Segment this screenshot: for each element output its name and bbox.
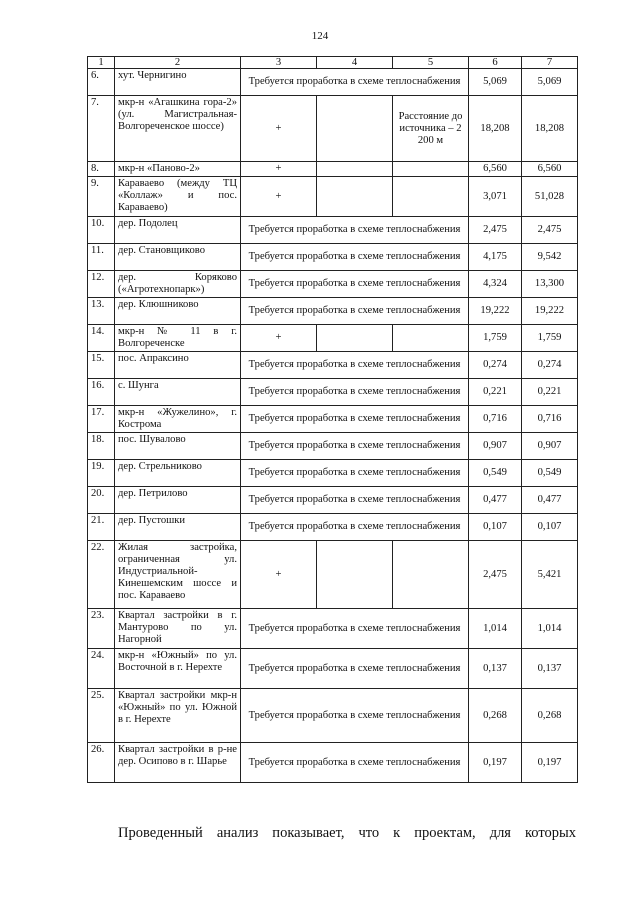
value-col7-cell: 1,759 [522, 325, 578, 352]
merged-note-cell: Требуется проработка в схеме теплоснабжения [241, 271, 469, 298]
value-col6-cell: 0,197 [469, 743, 522, 783]
value-col6-cell: 0,716 [469, 406, 522, 433]
value-col7-cell: 0,268 [522, 689, 578, 743]
table-row [88, 325, 578, 352]
row-number-cell: 10. [88, 217, 115, 244]
value-col6-cell: 2,475 [469, 541, 522, 609]
merged-note-cell: Требуется проработка в схеме теплоснабжения [241, 689, 469, 743]
merged-note-cell: Требуется проработка в схеме теплоснабжения [241, 298, 469, 325]
object-name-cell: Караваево (между ТЦ «Коллаж» и пос. Караваево) [115, 177, 241, 217]
header-cell: 6 [469, 57, 522, 69]
column-3-cell: + [241, 325, 317, 352]
row-number-cell: 16. [88, 379, 115, 406]
value-col7-cell: 0,477 [522, 487, 578, 514]
column-3-cell: + [241, 96, 317, 162]
value-col7-cell: 5,421 [522, 541, 578, 609]
object-name-cell: дер. Петрилово [115, 487, 241, 514]
table-row [88, 541, 578, 609]
value-col7-cell: 1,014 [522, 609, 578, 649]
value-col6-cell: 6,560 [469, 162, 522, 177]
row-number-cell: 17. [88, 406, 115, 433]
header-cell: 3 [241, 57, 317, 69]
merged-note-cell: Требуется проработка в схеме теплоснабжения [241, 379, 469, 406]
body-paragraph: Проведенный анализ показывает, что к проектам, для которых [118, 825, 576, 841]
row-number-cell: 20. [88, 487, 115, 514]
column-4-cell [317, 162, 393, 177]
row-number-cell: 22. [88, 541, 115, 609]
value-col6-cell: 0,221 [469, 379, 522, 406]
value-col7-cell: 0,549 [522, 460, 578, 487]
heat-supply-table [87, 56, 578, 783]
row-number-cell: 14. [88, 325, 115, 352]
column-5-cell: Расстояние до источника – 2 200 м [393, 96, 469, 162]
merged-note-cell: Требуется проработка в схеме теплоснабжения [241, 743, 469, 783]
merged-note-cell: Требуется проработка в схеме теплоснабжения [241, 217, 469, 244]
table-row [88, 217, 578, 244]
merged-note-cell: Требуется проработка в схеме теплоснабжения [241, 352, 469, 379]
value-col6-cell: 0,137 [469, 649, 522, 689]
object-name-cell: дер. Становщиково [115, 244, 241, 271]
value-col7-cell: 2,475 [522, 217, 578, 244]
merged-note-cell: Требуется проработка в схеме теплоснабжения [241, 609, 469, 649]
row-number-cell: 25. [88, 689, 115, 743]
value-col6-cell: 0,907 [469, 433, 522, 460]
column-5-cell [393, 325, 469, 352]
object-name-cell: мкр-н № 11 в г. Волгореченске [115, 325, 241, 352]
object-name-cell: дер. Стрельниково [115, 460, 241, 487]
value-col7-cell: 9,542 [522, 244, 578, 271]
column-4-cell [317, 541, 393, 609]
row-number-cell: 6. [88, 69, 115, 96]
table-row [88, 352, 578, 379]
header-cell: 5 [393, 57, 469, 69]
table-row [88, 96, 578, 162]
header-cell: 7 [522, 57, 578, 69]
table-row [88, 271, 578, 298]
value-col6-cell: 1,759 [469, 325, 522, 352]
table-row [88, 433, 578, 460]
object-name-cell: пос. Шувалово [115, 433, 241, 460]
column-4-cell [317, 96, 393, 162]
value-col6-cell: 0,274 [469, 352, 522, 379]
merged-note-cell: Требуется проработка в схеме теплоснабжения [241, 649, 469, 689]
row-number-cell: 11. [88, 244, 115, 271]
object-name-cell: мкр-н «Южный» по ул. Восточной в г. Нерехте [115, 649, 241, 689]
row-number-cell: 24. [88, 649, 115, 689]
merged-note-cell: Требуется проработка в схеме теплоснабжения [241, 406, 469, 433]
row-number-cell: 21. [88, 514, 115, 541]
value-col6-cell: 1,014 [469, 609, 522, 649]
object-name-cell: Квартал застройки в р-не дер. Осипово в г. Шарье [115, 743, 241, 783]
value-col6-cell: 0,477 [469, 487, 522, 514]
header-cell: 2 [115, 57, 241, 69]
value-col6-cell: 4,324 [469, 271, 522, 298]
merged-note-cell: Требуется проработка в схеме теплоснабжения [241, 244, 469, 271]
merged-note-cell: Требуется проработка в схеме теплоснабжения [241, 433, 469, 460]
value-col6-cell: 18,208 [469, 96, 522, 162]
object-name-cell: мкр-н «Жужелино», г. Кострома [115, 406, 241, 433]
table-row [88, 162, 578, 177]
row-number-cell: 15. [88, 352, 115, 379]
table-row [88, 69, 578, 96]
value-col7-cell: 13,300 [522, 271, 578, 298]
object-name-cell: мкр-н «Агашкина гора-2» (ул. Магистральная-Волгореченское шоссе) [115, 96, 241, 162]
row-number-cell: 26. [88, 743, 115, 783]
row-number-cell: 19. [88, 460, 115, 487]
table-row [88, 487, 578, 514]
header-cell: 4 [317, 57, 393, 69]
table-row [88, 609, 578, 649]
column-3-cell: + [241, 177, 317, 217]
table-row [88, 649, 578, 689]
column-5-cell [393, 177, 469, 217]
table-row [88, 298, 578, 325]
merged-note-cell: Требуется проработка в схеме теплоснабжения [241, 69, 469, 96]
column-3-cell: + [241, 541, 317, 609]
merged-note-cell: Требуется проработка в схеме теплоснабжения [241, 514, 469, 541]
value-col6-cell: 0,268 [469, 689, 522, 743]
table-row [88, 689, 578, 743]
row-number-cell: 12. [88, 271, 115, 298]
column-4-cell [317, 177, 393, 217]
object-name-cell: мкр-н «Паново-2» [115, 162, 241, 177]
value-col7-cell: 0,107 [522, 514, 578, 541]
value-col6-cell: 5,069 [469, 69, 522, 96]
merged-note-cell: Требуется проработка в схеме теплоснабжения [241, 460, 469, 487]
value-col7-cell: 5,069 [522, 69, 578, 96]
value-col6-cell: 0,107 [469, 514, 522, 541]
row-number-cell: 23. [88, 609, 115, 649]
table-row [88, 406, 578, 433]
value-col7-cell: 0,907 [522, 433, 578, 460]
table-row [88, 743, 578, 783]
value-col6-cell: 2,475 [469, 217, 522, 244]
value-col7-cell: 0,221 [522, 379, 578, 406]
column-5-cell [393, 162, 469, 177]
value-col7-cell: 51,028 [522, 177, 578, 217]
page-number: 124 [311, 30, 329, 42]
value-col7-cell: 18,208 [522, 96, 578, 162]
table-row [88, 460, 578, 487]
header-cell: 1 [88, 57, 115, 69]
table-header-row [88, 57, 578, 69]
row-number-cell: 9. [88, 177, 115, 217]
value-col6-cell: 0,549 [469, 460, 522, 487]
object-name-cell: дер. Подолец [115, 217, 241, 244]
value-col7-cell: 0,716 [522, 406, 578, 433]
row-number-cell: 7. [88, 96, 115, 162]
row-number-cell: 18. [88, 433, 115, 460]
value-col7-cell: 0,197 [522, 743, 578, 783]
value-col7-cell: 0,274 [522, 352, 578, 379]
object-name-cell: дер. Пустошки [115, 514, 241, 541]
value-col7-cell: 19,222 [522, 298, 578, 325]
table-row [88, 244, 578, 271]
object-name-cell: дер. Коряково («Агротехнопарк») [115, 271, 241, 298]
row-number-cell: 8. [88, 162, 115, 177]
value-col6-cell: 19,222 [469, 298, 522, 325]
table-row [88, 177, 578, 217]
object-name-cell: Квартал застройки мкр-н «Южный» по ул. Южной в г. Нерехте [115, 689, 241, 743]
merged-note-cell: Требуется проработка в схеме теплоснабжения [241, 487, 469, 514]
column-3-cell: + [241, 162, 317, 177]
object-name-cell: Квартал застройки в г. Мантурово по ул. Нагорной [115, 609, 241, 649]
column-5-cell [393, 541, 469, 609]
table-body [88, 69, 578, 783]
column-4-cell [317, 325, 393, 352]
value-col7-cell: 0,137 [522, 649, 578, 689]
object-name-cell: с. Шунга [115, 379, 241, 406]
object-name-cell: Жилая застройка, ограниченная ул. Индустриальной-Кинешемским шоссе и пос. Караваево [115, 541, 241, 609]
table-row [88, 379, 578, 406]
table-row [88, 514, 578, 541]
value-col6-cell: 3,071 [469, 177, 522, 217]
value-col6-cell: 4,175 [469, 244, 522, 271]
row-number-cell: 13. [88, 298, 115, 325]
value-col7-cell: 6,560 [522, 162, 578, 177]
object-name-cell: дер. Клюшниково [115, 298, 241, 325]
object-name-cell: пос. Апраксино [115, 352, 241, 379]
object-name-cell: хут. Чернигино [115, 69, 241, 96]
